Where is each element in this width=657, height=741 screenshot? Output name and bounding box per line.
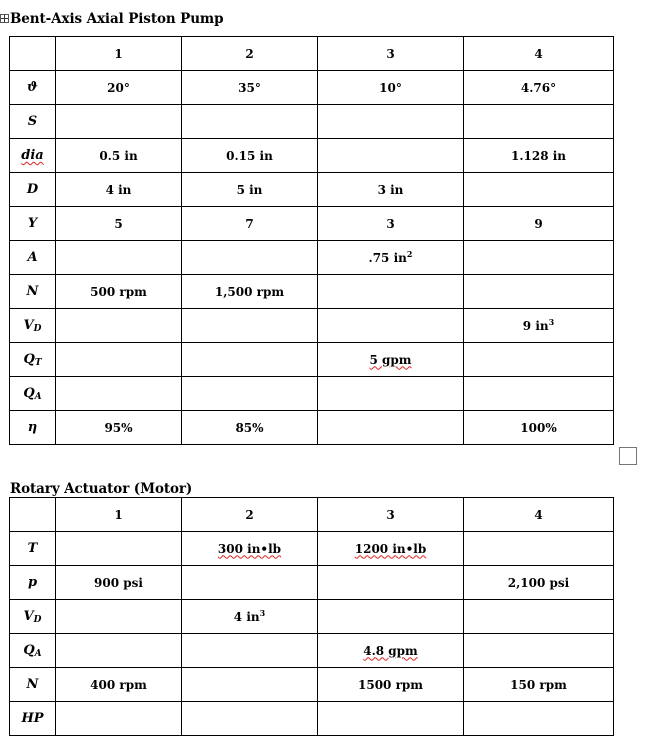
- table-cell[interactable]: [56, 634, 182, 668]
- table-cell[interactable]: 900 psi: [56, 566, 182, 600]
- pump-table: [9, 36, 614, 445]
- table-cell[interactable]: [182, 702, 318, 736]
- table-cell[interactable]: [318, 343, 464, 377]
- table-cell[interactable]: [56, 343, 182, 377]
- table-row: [10, 498, 614, 532]
- table-cell[interactable]: 7: [182, 207, 318, 241]
- table-cell[interactable]: [464, 343, 614, 377]
- table-cell[interactable]: [56, 241, 182, 275]
- table-row: [10, 173, 614, 207]
- table-cell[interactable]: [464, 309, 614, 343]
- row-label-p[interactable]: p: [10, 566, 56, 600]
- table-cell[interactable]: [56, 377, 182, 411]
- table-cell[interactable]: 0.5 in: [56, 139, 182, 173]
- column-header[interactable]: 3: [318, 37, 464, 71]
- row-label-theta[interactable]: ϑ: [10, 71, 56, 105]
- row-label-eta[interactable]: η: [10, 411, 56, 445]
- table-cell[interactable]: 1500 rpm: [318, 668, 464, 702]
- table-cell[interactable]: [10, 37, 56, 71]
- table-cell[interactable]: [182, 634, 318, 668]
- table-cell[interactable]: [10, 498, 56, 532]
- table-cell[interactable]: 4 in: [56, 173, 182, 207]
- spellcheck-word: dia: [21, 148, 44, 163]
- table-row: [10, 241, 614, 275]
- table-row: [10, 207, 614, 241]
- spellcheck-word: 5 gpm: [369, 352, 412, 367]
- column-header[interactable]: 1: [56, 498, 182, 532]
- row-label-a[interactable]: A: [10, 241, 56, 275]
- table-cell[interactable]: 3 in: [318, 173, 464, 207]
- table-row: [10, 634, 614, 668]
- row-label-t[interactable]: T: [10, 532, 56, 566]
- label-subscript: A: [34, 648, 42, 659]
- table-row: [10, 411, 614, 445]
- table-cell[interactable]: [182, 668, 318, 702]
- table-cell[interactable]: [464, 600, 614, 634]
- table-cell[interactable]: [318, 241, 464, 275]
- table-cell[interactable]: [56, 309, 182, 343]
- label-subscript: D: [33, 323, 42, 334]
- table-cell[interactable]: 1.128 in: [464, 139, 614, 173]
- table-cell[interactable]: [182, 600, 318, 634]
- table-cell[interactable]: [318, 600, 464, 634]
- table-cell[interactable]: 5: [56, 207, 182, 241]
- table-cell[interactable]: [318, 275, 464, 309]
- spellcheck-word: 300 in•lb: [217, 541, 282, 556]
- table-cell[interactable]: 10°: [318, 71, 464, 105]
- table-cell[interactable]: 35°: [182, 71, 318, 105]
- label-subscript: A: [34, 391, 42, 402]
- motor-table: [9, 497, 614, 736]
- table-cell[interactable]: 100%: [464, 411, 614, 445]
- table-cell[interactable]: [182, 309, 318, 343]
- cell-value: 9 in: [522, 318, 549, 333]
- table-row: [10, 566, 614, 600]
- spellcheck-word: 1200 in•lb: [354, 541, 427, 556]
- table-cell[interactable]: 400 rpm: [56, 668, 182, 702]
- table-cell[interactable]: [182, 566, 318, 600]
- label-main: V: [23, 317, 34, 333]
- table-cell[interactable]: 150 rpm: [464, 668, 614, 702]
- table-cell[interactable]: [318, 532, 464, 566]
- table-cell[interactable]: 3: [318, 207, 464, 241]
- superscript: 3: [548, 316, 555, 327]
- table-cell[interactable]: 500 rpm: [56, 275, 182, 309]
- table-cell[interactable]: [464, 241, 614, 275]
- table-cell[interactable]: 5 in: [182, 173, 318, 207]
- spellcheck-word: 4.8 gpm: [363, 643, 418, 658]
- table-cell[interactable]: [182, 241, 318, 275]
- table-cell[interactable]: [318, 566, 464, 600]
- cell-value: 4 in: [233, 609, 260, 624]
- table-row: [10, 275, 614, 309]
- table-row: [10, 309, 614, 343]
- table-cell[interactable]: 85%: [182, 411, 318, 445]
- table-row: [10, 377, 614, 411]
- row-label-n[interactable]: N: [10, 275, 56, 309]
- column-header[interactable]: 3: [318, 498, 464, 532]
- table-cell[interactable]: [56, 532, 182, 566]
- table-cell[interactable]: 20°: [56, 71, 182, 105]
- column-header[interactable]: 1: [56, 37, 182, 71]
- table-cell[interactable]: [56, 702, 182, 736]
- table-cell[interactable]: [182, 532, 318, 566]
- label-main: V: [23, 608, 34, 624]
- table-move-handle[interactable]: [0, 14, 9, 23]
- superscript: 2: [406, 248, 413, 259]
- table-row: [10, 668, 614, 702]
- label-main: Q: [23, 385, 35, 401]
- table-cell[interactable]: 0.15 in: [182, 139, 318, 173]
- motor-title: Rotary Actuator (Motor): [10, 481, 193, 497]
- table-cell[interactable]: [464, 377, 614, 411]
- table-cell[interactable]: 4.76°: [464, 71, 614, 105]
- cell-value: .75 in: [368, 250, 407, 265]
- table-cell[interactable]: [318, 411, 464, 445]
- table-row: [10, 105, 614, 139]
- table-cell[interactable]: 9: [464, 207, 614, 241]
- row-label-dia[interactable]: [10, 139, 56, 173]
- column-header[interactable]: 4: [464, 37, 614, 71]
- row-label-hp[interactable]: HP: [10, 702, 56, 736]
- table-cell[interactable]: [318, 377, 464, 411]
- table-cell[interactable]: [56, 105, 182, 139]
- table-cell[interactable]: 2,100 psi: [464, 566, 614, 600]
- row-label-vd[interactable]: [10, 309, 56, 343]
- table-cell[interactable]: [182, 377, 318, 411]
- table-cell[interactable]: [318, 139, 464, 173]
- row-label-d[interactable]: D: [10, 173, 56, 207]
- table-row: [10, 532, 614, 566]
- move-arrows-icon: [1, 15, 8, 22]
- table-cell[interactable]: [318, 309, 464, 343]
- table-resize-handle[interactable]: [619, 447, 637, 465]
- table-cell[interactable]: [318, 702, 464, 736]
- pump-title: Bent-Axis Axial Piston Pump: [10, 11, 224, 27]
- table-row: [10, 71, 614, 105]
- table-cell[interactable]: [464, 173, 614, 207]
- superscript: 3: [259, 607, 266, 618]
- label-subscript: T: [34, 357, 42, 368]
- table-row: [10, 343, 614, 377]
- row-label-qa[interactable]: [10, 634, 56, 668]
- table-cell[interactable]: [318, 105, 464, 139]
- row-label-qt[interactable]: [10, 343, 56, 377]
- table-cell[interactable]: 95%: [56, 411, 182, 445]
- table-row: [10, 139, 614, 173]
- table-cell[interactable]: [182, 105, 318, 139]
- table-row: [10, 702, 614, 736]
- table-cell[interactable]: [464, 275, 614, 309]
- row-label-qa[interactable]: [10, 377, 56, 411]
- table-cell[interactable]: [464, 702, 614, 736]
- label-main: Q: [23, 351, 35, 367]
- label-subscript: D: [33, 614, 42, 625]
- row-label-n[interactable]: N: [10, 668, 56, 702]
- table-cell[interactable]: [56, 600, 182, 634]
- row-label-y[interactable]: Y: [10, 207, 56, 241]
- table-row: [10, 600, 614, 634]
- table-cell[interactable]: [318, 634, 464, 668]
- table-cell[interactable]: [182, 343, 318, 377]
- table-cell[interactable]: 1,500 rpm: [182, 275, 318, 309]
- table-cell[interactable]: [464, 532, 614, 566]
- column-header[interactable]: 4: [464, 498, 614, 532]
- column-header[interactable]: 2: [182, 498, 318, 532]
- label-main: Q: [23, 642, 35, 658]
- table-row: [10, 37, 614, 71]
- table-cell[interactable]: [464, 105, 614, 139]
- table-cell[interactable]: [464, 634, 614, 668]
- row-label-vd[interactable]: [10, 600, 56, 634]
- row-label-s[interactable]: S: [10, 105, 56, 139]
- column-header[interactable]: 2: [182, 37, 318, 71]
